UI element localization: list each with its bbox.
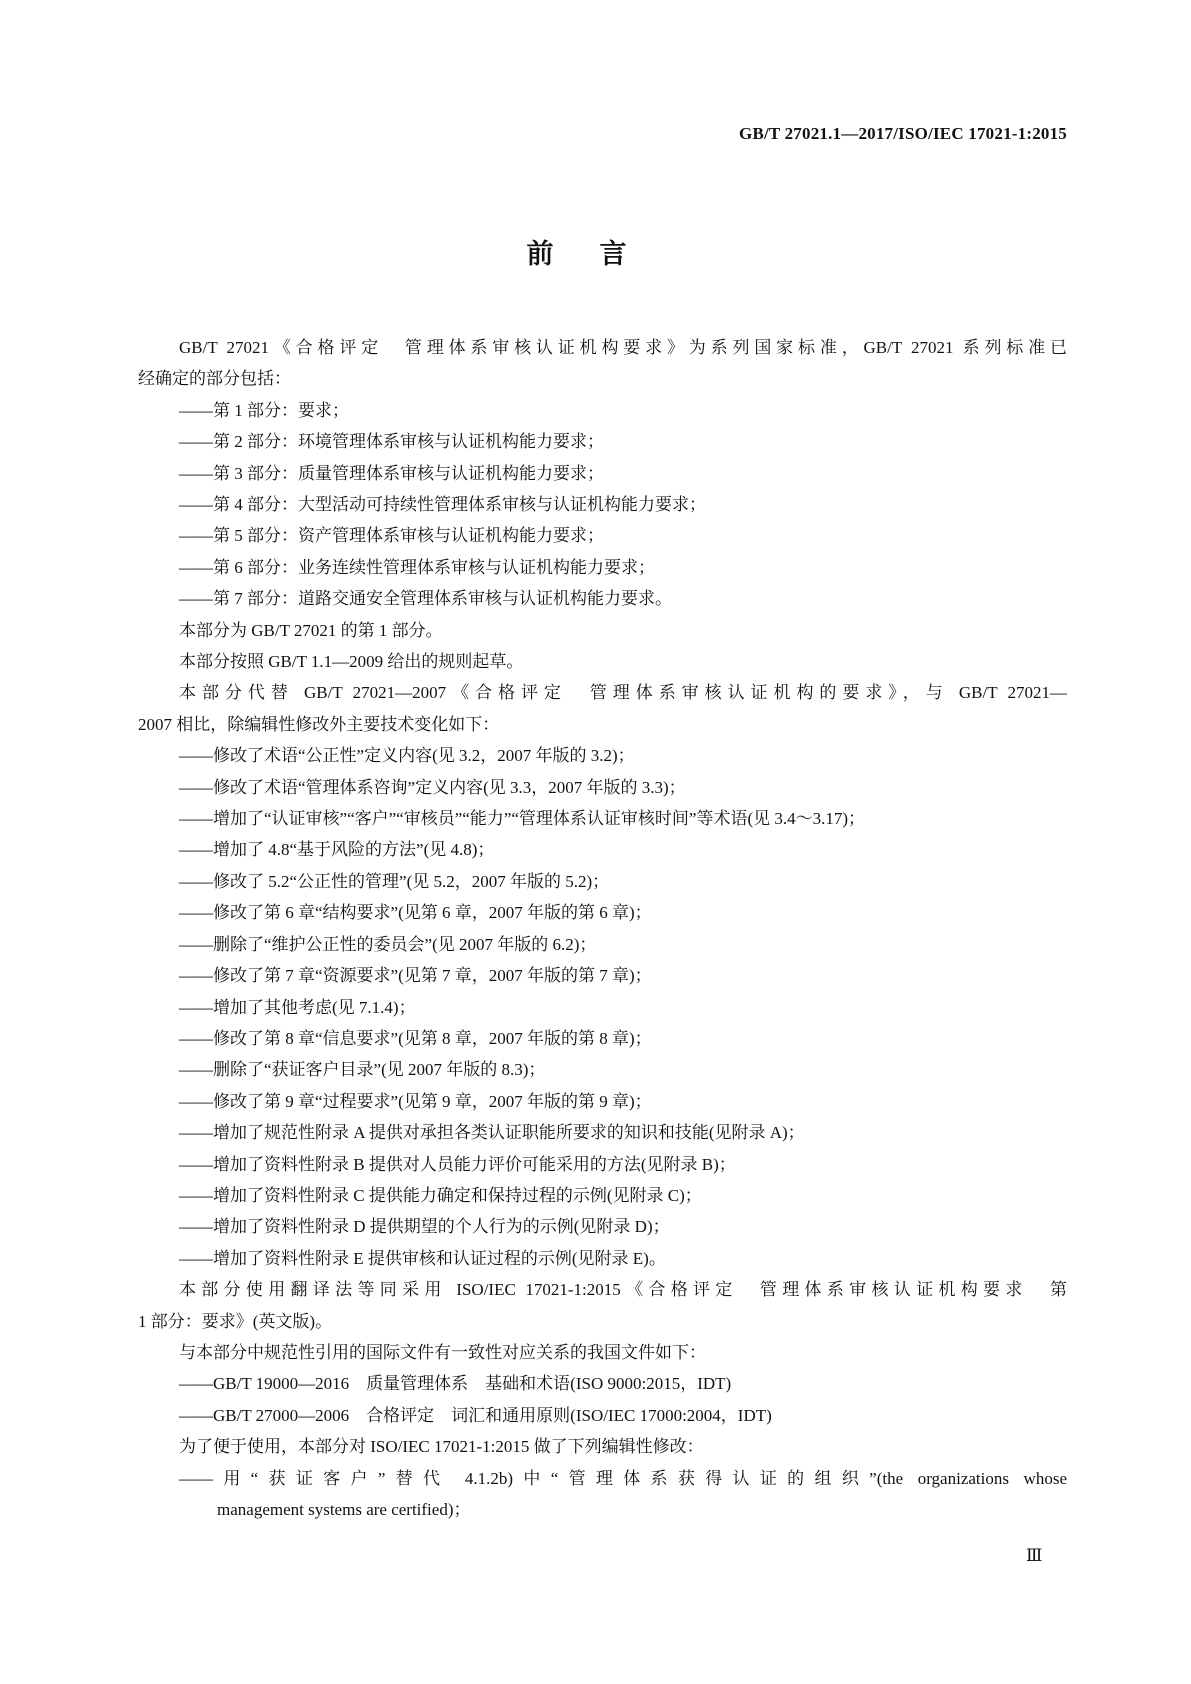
list-item: ——修改了第 7 章“资源要求”(见第 7 章，2007 年版的第 7 章)；	[179, 966, 652, 986]
list-item: ——第 5 部分：资产管理体系审核与认证机构能力要求；	[179, 526, 604, 546]
list-item: ——GB/T 19000—2016 质量管理体系 基础和术语(ISO 9000:2015，IDT)	[179, 1374, 732, 1394]
paragraph-line: GB/T 27021《合格评定 管理体系审核认证机构要求》为系列国家标准，GB/T 27021 系列标准已	[179, 338, 1067, 357]
list-item-continuation: management systems are certified)；	[217, 1499, 471, 1519]
list-item: ——第 4 部分：大型活动可持续性管理体系审核与认证机构能力要求；	[179, 495, 706, 515]
list-item: ——增加了资料性附录 D 提供期望的个人行为的示例(见附录 D)；	[179, 1217, 670, 1237]
list-item: ——修改了第 6 章“结构要求”(见第 6 章，2007 年版的第 6 章)；	[179, 903, 652, 923]
paragraph-line: 2007 相比，除编辑性修改外主要技术变化如下：	[138, 714, 500, 734]
list-item: ——第 3 部分：质量管理体系审核与认证机构能力要求；	[179, 463, 604, 483]
standard-number-header: GB/T 27021.1—2017/ISO/IEC 17021-1:2015	[739, 124, 1067, 143]
list-item: ——增加了资料性附录 B 提供对人员能力评价可能采用的方法(见附录 B)；	[179, 1154, 736, 1174]
list-item: ——增加了规范性附录 A 提供对承担各类认证职能所要求的知识和技能(见附录 A)；	[179, 1123, 805, 1143]
paragraph-line: 本部分为 GB/T 27021 的第 1 部分。	[179, 620, 443, 640]
paragraph-line: 本部分使用翻译法等同采用 ISO/IEC 17021-1:2015《合格评定 管理体系审核认证机构要求 第	[179, 1280, 1067, 1300]
list-item: ——修改了术语“管理体系咨询”定义内容(见 3.3，2007 年版的 3.3)；	[179, 777, 686, 797]
paragraph-line: 为了便于使用，本部分对 ISO/IEC 17021-1:2015 做了下列编辑性修改：	[179, 1437, 704, 1457]
list-item: ——修改了 5.2“公正性的管理”(见 5.2，2007 年版的 5.2)；	[179, 871, 610, 891]
list-item: ——删除了“获证客户目录”(见 2007 年版的 8.3)；	[179, 1060, 546, 1080]
list-item: ——第 6 部分：业务连续性管理体系审核与认证机构能力要求；	[179, 557, 655, 577]
foreword-body	[138, 332, 1067, 1525]
list-item: ——第 2 部分：环境管理体系审核与认证机构能力要求；	[179, 432, 604, 452]
list-item: ——增加了资料性附录 C 提供能力确定和保持过程的示例(见附录 C)；	[179, 1185, 702, 1205]
list-item: ——修改了术语“公正性”定义内容(见 3.2，2007 年版的 3.2)；	[179, 746, 635, 766]
list-item: ——增加了其他考虑(见 7.1.4)；	[179, 997, 416, 1017]
paragraph-line: 1 部分：要求》(英文版)。	[138, 1311, 333, 1331]
list-item: ——第 7 部分：道路交通安全管理体系审核与认证机构能力要求。	[179, 589, 672, 609]
paragraph-line: 本部分按照 GB/T 1.1—2009 给出的规则起草。	[179, 652, 524, 672]
paragraph-line: 本部分代替 GB/T 27021—2007《合格评定 管理体系审核认证机构的要求》，与 GB/T 27021—	[179, 683, 1067, 703]
list-item: ——增加了“认证审核”“客户”“审核员”“能力”“管理体系认证审核时间”等术语(见 3.4～3.17)；	[179, 809, 866, 829]
list-item: ——修改了第 8 章“信息要求”(见第 8 章，2007 年版的第 8 章)；	[179, 1028, 652, 1048]
page-number: Ⅲ	[1026, 1546, 1043, 1565]
list-item: ——删除了“维护公正性的委员会”(见 2007 年版的 6.2)；	[179, 934, 597, 954]
paragraph-line: 与本部分中规范性引用的国际文件有一致性对应关系的我国文件如下：	[179, 1342, 706, 1362]
list-item: ——修改了第 9 章“过程要求”(见第 9 章，2007 年版的第 9 章)；	[179, 1091, 652, 1111]
list-item: ——增加了资料性附录 E 提供审核和认证过程的示例(见附录 E)。	[179, 1248, 666, 1268]
list-item: ——第 1 部分：要求；	[179, 400, 349, 420]
list-item: ——增加了 4.8“基于风险的方法”(见 4.8)；	[179, 840, 495, 860]
page-title: 前言	[526, 239, 673, 270]
list-item: ——GB/T 27000—2006 合格评定 词汇和通用原则(ISO/IEC 17000:2004，IDT)	[179, 1405, 772, 1425]
paragraph-line: 经确定的部分包括：	[138, 369, 291, 389]
list-item: ——用“获证客户”替代 4.1.2b)中“管理体系获得认证的组织”(the organizations whose	[179, 1468, 1067, 1488]
